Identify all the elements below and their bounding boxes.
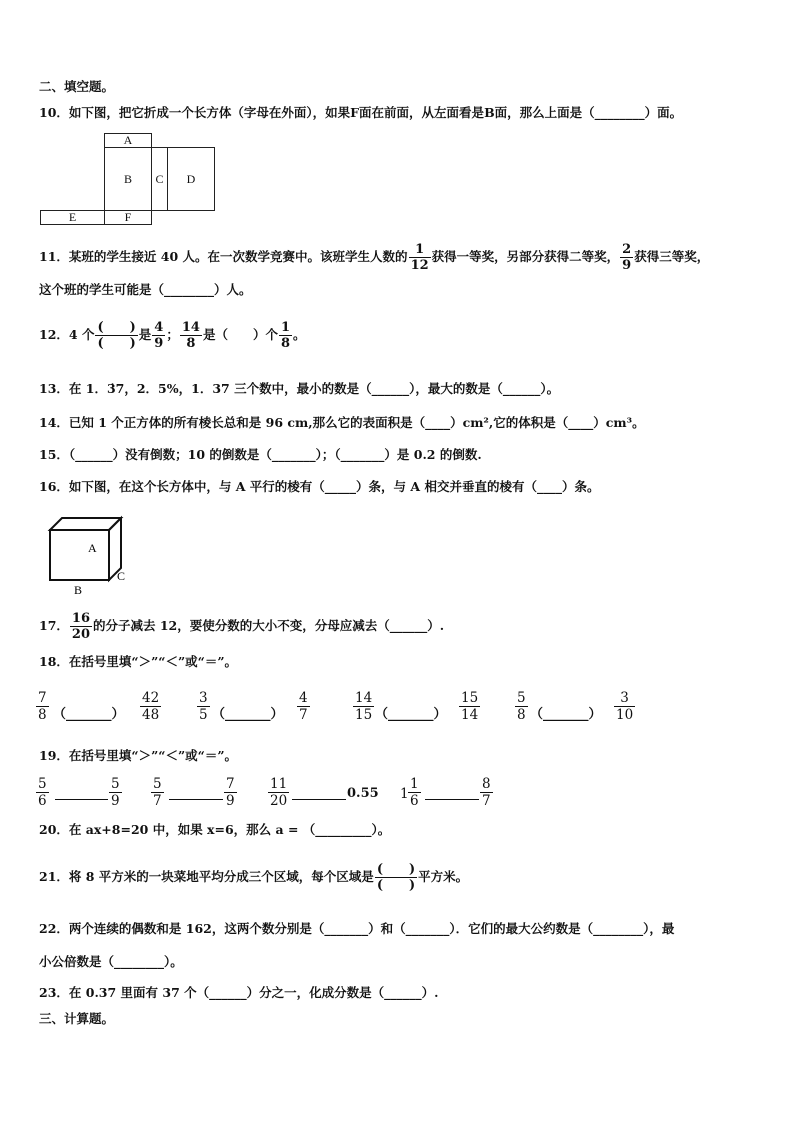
question-10-text-b: F	[350, 105, 360, 120]
q19-item-1-right	[109, 776, 122, 809]
question-11-number: 11．	[39, 249, 69, 264]
fraction-numerator: 15	[461, 690, 479, 706]
cuboid-diagram	[40, 510, 140, 598]
question-11-fraction-1	[409, 242, 431, 273]
fraction-denominator: 10	[616, 707, 634, 723]
q18-item-2-blank[interactable]: （_______）	[212, 707, 284, 722]
question-21-text-1: 将 8 平方米的一块菜地平均分成三个区域，每个区域是	[68, 869, 374, 884]
question-21-blank-fraction[interactable]	[375, 862, 417, 893]
fraction-numerator: 8	[482, 776, 491, 792]
question-11-text-3: 获得三等奖，	[634, 249, 710, 264]
q19-item-3-left	[268, 776, 289, 809]
question-14-number: 14．	[39, 415, 69, 430]
question-18-number: 18．	[39, 654, 69, 669]
question-22-line-2: 小公倍数是（________）。	[39, 954, 183, 969]
question-11-fraction-2	[620, 242, 633, 273]
question-12-fraction-3	[279, 320, 292, 351]
question-21-text-2: 平方米。	[418, 869, 469, 884]
question-12-text-4: 是（ ）个	[202, 327, 278, 342]
fraction-denominator: 9	[111, 793, 120, 809]
q18-item-1-right	[140, 690, 161, 723]
fraction-denominator: 8	[280, 336, 291, 351]
question-22-line-1	[39, 921, 674, 937]
fraction-denominator: 20	[270, 793, 288, 809]
fraction-numerator: 2	[622, 242, 632, 257]
q19-item-4-left	[408, 776, 421, 809]
net-face-d	[167, 147, 215, 211]
question-22-number: 22．	[39, 921, 69, 936]
fraction-denominator: 7	[153, 793, 162, 809]
fraction-numerator: 4	[299, 690, 308, 706]
net-face-a	[104, 133, 152, 148]
question-11-text-1c: 人。在一次数学竞赛中。该班学生人数的	[182, 249, 408, 264]
fraction-denominator: 12	[410, 258, 429, 273]
question-15	[39, 447, 482, 463]
fraction-denominator: 9	[226, 793, 235, 809]
fraction-denominator: 8	[517, 707, 526, 723]
q19-item-4-blank-line[interactable]	[425, 799, 479, 800]
q19-item-2-right	[224, 776, 237, 809]
question-12-blank-fraction[interactable]	[95, 320, 137, 351]
question-12-text-1: 4 个	[68, 327, 95, 342]
question-21	[39, 857, 468, 897]
net-face-b	[104, 147, 152, 211]
question-13-number: 13．	[39, 381, 69, 396]
question-15-number: 15．	[39, 447, 69, 462]
question-10-text-e: 面，那么上面是（________）面。	[494, 105, 683, 120]
question-10-text-d: B	[484, 105, 495, 120]
net-label-a: A	[123, 133, 133, 147]
fraction-denominator: 15	[355, 707, 373, 723]
q18-item-3-right	[459, 690, 480, 723]
blank-numerator[interactable]: ( )	[376, 862, 416, 877]
fraction-denominator: 20	[71, 627, 90, 642]
net-label-d: D	[186, 172, 196, 186]
cuboid-front-face	[50, 530, 109, 580]
q19-item-4-whole: 1	[400, 786, 409, 802]
net-label-b: B	[123, 172, 132, 186]
q18-item-2-left	[197, 690, 210, 723]
question-19-number: 19．	[39, 748, 69, 763]
question-17-fraction	[70, 611, 92, 642]
blank-denominator[interactable]: ( )	[97, 336, 136, 351]
question-23-number: 23．	[39, 985, 69, 1000]
q18-item-3-left	[353, 690, 374, 723]
q19-item-3-right: 0.55	[347, 786, 379, 801]
net-label-c: C	[155, 172, 164, 186]
fraction-numerator: 1	[280, 320, 291, 335]
question-14	[39, 415, 645, 431]
question-13	[39, 381, 559, 397]
q18-item-1-left	[36, 690, 49, 723]
q19-item-2-blank-line[interactable]	[169, 799, 223, 800]
question-18	[39, 654, 237, 670]
fraction-denominator: 6	[38, 793, 47, 809]
fraction-denominator: 9	[622, 258, 632, 273]
q18-item-4-left	[515, 690, 528, 723]
question-13-text: 在 1．3̇7，2．5%，1．37 三个数中，最小的数是（______），最大的数是（______）。	[68, 381, 560, 396]
section-3-title: 三、计算题。	[39, 1011, 115, 1026]
net-face-c	[151, 147, 168, 211]
question-20-number: 20．	[39, 822, 69, 837]
q19-item-2-left	[151, 776, 164, 809]
fraction-denominator: 6	[410, 793, 419, 809]
question-11-line-2: 这个班的学生可能是（________）人。	[39, 282, 252, 297]
fraction-numerator: 5	[517, 690, 526, 706]
q18-item-1-blank[interactable]: （_______）	[53, 707, 125, 722]
question-10-text-a: 如下图，把它折成一个长方体（字母在外面），如果	[68, 105, 351, 120]
question-17-text: 的分子减去 12，要使分数的大小不变，分母应减去（______）.	[93, 618, 445, 633]
fraction-numerator: 5	[38, 776, 47, 792]
question-19-text: 在括号里填“＞”“＜”或“＝”。	[68, 748, 238, 763]
question-16	[39, 479, 599, 495]
question-23-text: 在 0.37 里面有 37 个（______）分之一，化成分数是（______）.	[68, 985, 439, 1000]
fraction-numerator: 11	[270, 776, 288, 792]
blank-numerator[interactable]: ( )	[97, 320, 136, 335]
fraction-numerator: 3	[614, 690, 635, 707]
fraction-numerator: 14	[181, 320, 200, 335]
fraction-denominator: 48	[142, 707, 160, 723]
question-15-text: （______）没有倒数；10 的倒数是（_______）；（_______）是 0.2 的倒数.	[68, 447, 482, 462]
fraction-numerator: 5	[153, 776, 162, 792]
fraction-denominator: 8	[38, 707, 47, 723]
question-22-text-1: 两个连续的偶数和是 162，这两个数分别是（_______）和（_______）．它们的最大公约数是（________），最	[68, 921, 675, 936]
question-17-number: 17．	[39, 618, 69, 633]
fraction-numerator: 4	[154, 320, 164, 335]
section-2-title: 二、填空题。	[39, 79, 115, 94]
q18-item-2-right	[297, 690, 310, 723]
question-12-fraction-2	[180, 320, 202, 351]
question-11-line-1	[39, 240, 709, 274]
fraction-numerator: 1	[410, 776, 419, 792]
fraction-numerator: 1	[409, 242, 431, 258]
question-10-text-c: 面在前面，从左面看是	[359, 105, 485, 120]
q19-item-3-blank-line[interactable]	[292, 799, 346, 800]
fraction-denominator: 14	[461, 707, 479, 723]
question-17	[39, 608, 444, 644]
question-16-number: 16．	[39, 479, 69, 494]
question-16-text: 如下图，在这个长方体中，与 A 平行的棱有（_____）条，与 A 相交并垂直的棱有（____）条。	[68, 479, 600, 494]
question-12-text-2: 是	[138, 327, 152, 342]
q18-item-4-blank[interactable]: （_______）	[530, 707, 602, 722]
net-face-e	[40, 210, 105, 225]
net-label-e: E	[68, 210, 77, 224]
fraction-numerator: 42	[142, 690, 160, 706]
question-20	[39, 822, 390, 838]
question-12	[39, 315, 306, 355]
question-12-text-5: 。	[293, 327, 306, 342]
cuboid-label-b: B	[74, 583, 83, 597]
fraction-numerator: 5	[111, 776, 120, 792]
fraction-denominator: 7	[482, 793, 491, 809]
question-20-text: 在 ax+8=20 中，如果 x=6，那么 a = （_________）。	[68, 822, 391, 837]
q19-item-4-right	[480, 776, 493, 809]
question-11-text-1b: 40	[160, 249, 179, 264]
question-23	[39, 985, 439, 1001]
fraction-numerator: 3	[199, 690, 208, 706]
fraction-denominator: 9	[154, 336, 164, 351]
question-14-text: 已知 1 个正方体的所有棱长总和是 96 cm,那么它的表面积是（____）cm²,它的体积是（____）cm³。	[68, 415, 645, 430]
question-11-text-2: 获得一等奖，另部分获得二等奖，	[431, 249, 620, 264]
net-face-f	[104, 210, 152, 225]
fraction-numerator: 7	[38, 690, 47, 706]
question-10-number: 10．	[39, 105, 69, 120]
question-18-text: 在括号里填“＞”“＜”或“＝”。	[68, 654, 238, 669]
question-19	[39, 748, 237, 764]
q19-item-1-left	[36, 776, 49, 809]
question-10	[39, 105, 682, 121]
question-12-number: 12．	[39, 327, 69, 342]
fraction-denominator: 5	[199, 707, 208, 723]
fraction-denominator: 7	[299, 707, 308, 723]
question-21-number: 21．	[39, 869, 69, 884]
question-11-text-1: 某班的学生接近	[68, 249, 157, 264]
q18-item-4-right	[614, 690, 635, 723]
cuboid-label-a: A	[88, 541, 97, 555]
fraction-denominator: 8	[186, 336, 196, 351]
blank-denominator[interactable]: ( )	[376, 878, 416, 893]
cuboid-label-c: C	[117, 569, 126, 583]
question-12-text-3: ；	[166, 327, 179, 342]
fraction-numerator: 14	[355, 690, 373, 706]
net-label-f: F	[124, 210, 132, 224]
question-12-fraction-1	[152, 320, 165, 351]
fraction-numerator: 16	[71, 611, 90, 626]
fraction-numerator: 7	[226, 776, 235, 792]
q18-item-3-blank[interactable]: （_______）	[375, 707, 447, 722]
q19-item-1-blank-line[interactable]	[55, 799, 108, 800]
